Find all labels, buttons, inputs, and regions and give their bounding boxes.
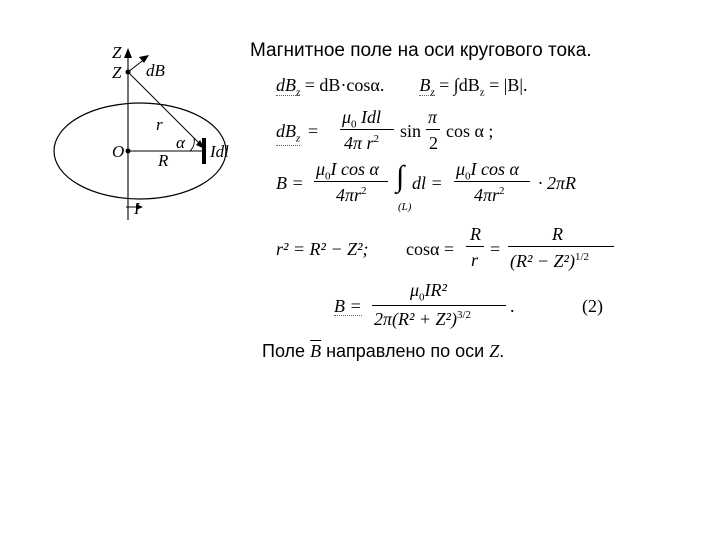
eq3-f2-numerator: $\mu_0I$ cos α: [456, 159, 519, 183]
eq2-sin: sin: [400, 121, 422, 141]
eq3-dl: dl =: [412, 173, 443, 193]
eq2-denominator: 4π $r^2$: [344, 133, 380, 153]
eq4-cos-lhs: cosα =: [406, 239, 455, 259]
eq2-pi-den: 2: [429, 133, 438, 153]
eq3-f1-numerator: $\mu_0I$ cos α: [316, 159, 379, 183]
eq1-rhs-tail: = |B|.: [484, 75, 528, 95]
eq1-mid: = dB·cosα.: [300, 75, 385, 95]
equation-tag: (2): [582, 296, 603, 316]
z-point: [126, 70, 131, 75]
eq2-eq: =: [308, 121, 319, 141]
conclusion: Поле $\overline{B}$ направлено по оси Z.: [262, 341, 505, 361]
axis-z-top-label: Z: [112, 43, 122, 62]
eq4-f1-num: R: [470, 224, 481, 244]
integral-subscript: (L): [398, 201, 412, 213]
eq5-numerator: $\mu_0IR^2$: [410, 280, 447, 304]
integral-sign: ∫: [396, 160, 405, 193]
eq3-f1-denominator: $4\pi r^2$: [336, 185, 367, 205]
eq3-f2-bar: [454, 181, 530, 182]
eq3-f1-bar: [314, 181, 388, 182]
axis-z-label: Z: [112, 63, 122, 82]
eq5-lhs: B =: [334, 296, 362, 316]
B-vector-symbol: $\overline{B}$: [310, 341, 322, 361]
eq4-f2-denominator: $(R^2 - Z^2)^{1/2}$: [510, 251, 589, 271]
eq4-f1-bar: [466, 246, 484, 247]
equation-1: [276, 76, 528, 99]
alpha-label: α: [176, 133, 185, 152]
eq4-eq: =: [490, 239, 501, 259]
eq3-tail: · 2πR: [538, 173, 577, 193]
eq3-f2-denominator: $4\pi r^2$: [474, 185, 505, 205]
eq1-rhs-lhs: $B_z$: [419, 75, 435, 99]
eq2-fraction-bar: [340, 129, 394, 130]
eq5-dot: .: [510, 296, 515, 316]
eq5-fraction-bar: [372, 305, 506, 306]
center-label: O: [112, 142, 125, 161]
eq2-lhs: $dB_z$: [276, 121, 301, 145]
eq4-f2-num: R: [552, 224, 563, 244]
Z-axis-symbol: Z: [489, 341, 500, 361]
eq4-lhs: r² = R² − Z²;: [276, 239, 369, 259]
dB-label: dB: [146, 61, 165, 80]
radius-label: R: [158, 151, 169, 170]
r-label: r: [156, 115, 163, 134]
Idl-label: Idl: [210, 142, 229, 161]
z-axis-arrow: [124, 48, 132, 58]
current-label: I: [134, 199, 140, 218]
eq2-numerator: $\mu_0$ Idl: [342, 107, 382, 131]
eq1-lhs: $dB_z$: [276, 75, 301, 99]
Idl-element: [202, 138, 206, 164]
r-vector: [128, 72, 204, 148]
eq2-pi-bar: [426, 129, 440, 130]
eq4-f2-bar: [508, 246, 614, 247]
page-title: Магнитное поле на оси кругового тока.: [250, 40, 592, 61]
center-point: [126, 149, 131, 154]
eq3-lhs: B =: [276, 173, 304, 193]
eq2-pi-num: π: [428, 107, 438, 127]
eq2-cos: cos α ;: [446, 121, 494, 141]
alpha-arc: [190, 138, 194, 151]
eq5-denominator: $2\pi(R^2 + Z^2)^{3/2}$: [374, 309, 472, 329]
eq1-rhs-sub: z: [479, 86, 485, 99]
eq1-rhs-eq: = ∫dB: [434, 75, 480, 95]
eq4-f1-den: r: [471, 250, 479, 270]
